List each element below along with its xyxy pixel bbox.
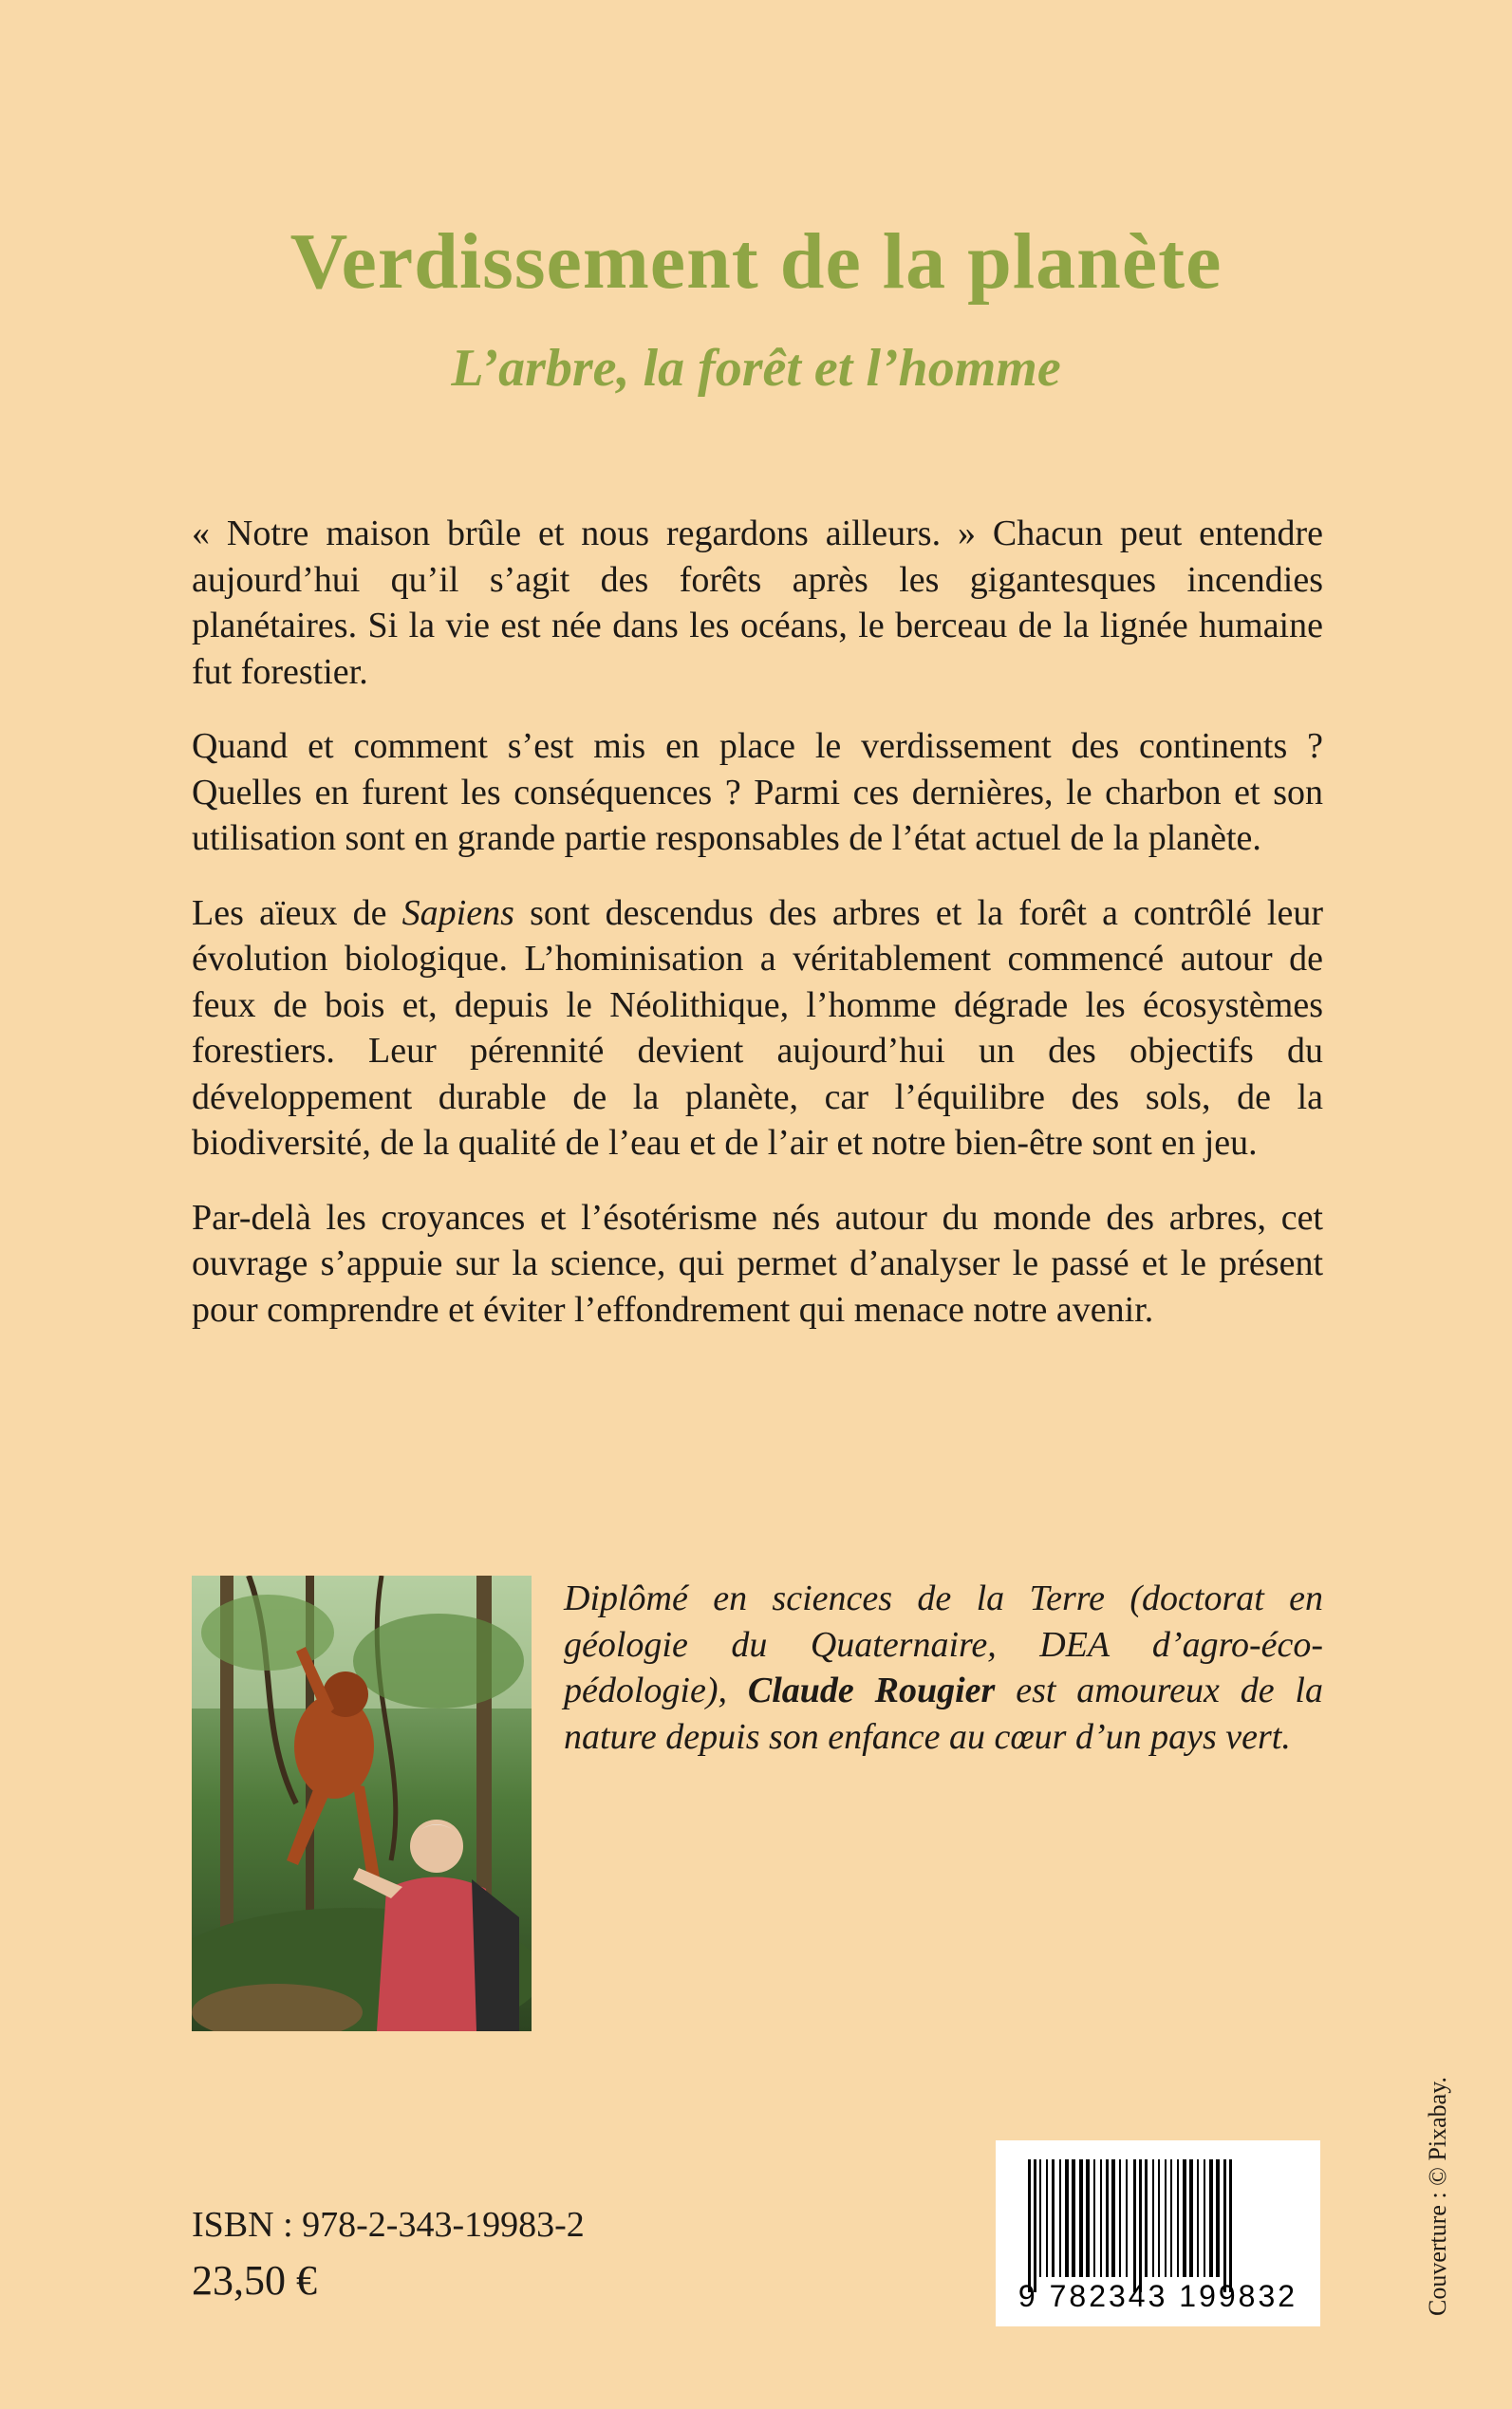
author-photo: [192, 1576, 532, 2031]
author-bio: [564, 1576, 1323, 1760]
isbn: ISBN : 978-2-343-19983-2: [192, 2205, 585, 2245]
barcode: [996, 2140, 1320, 2326]
bio-start: Diplômé en sciences de la Terre (doctorat en géologie du Quaternaire, DEA d’agro-éco-pédologie),: [564, 1578, 1323, 1710]
sapiens-italic: Sapiens: [401, 892, 514, 933]
author-name: Claude Rougier: [747, 1671, 996, 1710]
book-title: Verdissement de la planète: [289, 217, 1223, 306]
book-subtitle: L’arbre, la forêt et l’homme: [451, 339, 1061, 398]
blurb-paragraph-3: [192, 890, 1323, 1167]
bio-end: est amoureux de la nature depuis son enfance au cœur d’un pays vert.: [564, 1671, 1323, 1757]
blurb: [192, 511, 1323, 1361]
cover-credit: Couverture : © Pixabay.: [1424, 2076, 1451, 2316]
blurb-p3-end: sont descendus des arbres et la forêt a contrôlé leur évolution biologique. L’hominisation a véritablement commencé autour de feux de bois et, depuis le Néolithique, l’homme dégrade les écosystèmes forestiers. Leur pérennité devient aujourd’hui un des objectifs du développement durable de la planète, car l’équilibre des sols, de la biodiversité, de la qualité de l’eau et de l’air et notre bien-être sont en jeu.: [192, 892, 1323, 1163]
author-with-orangutan-photo-icon: [192, 1576, 532, 2031]
blurb-paragraph-1: « Notre maison brûle et nous regardons ailleurs. » Chacun peut entendre aujourd’hui qu’il s’agit des forêts après les gigantesques incendies planétaires. Si la vie est née dans les océans, le berceau de la lignée humaine fut forestier.: [192, 514, 1323, 692]
blurb-p3-start: Les aïeux de: [192, 892, 402, 933]
blurb-paragraph-4: Par-delà les croyances et l’ésotérisme nés autour du monde des arbres, cet ouvrage s’appuie sur la science, qui permet d’analyser le passé et le présent pour comprendre et éviter l’effondrement qui menace notre avenir.: [192, 1197, 1323, 1330]
price: 23,50 €: [192, 2257, 317, 2304]
barcode-digits: 9 782343 199832: [1017, 2279, 1298, 2313]
blurb-paragraph-2: Quand et comment s’est mis en place le verdissement des continents ? Quelles en furent les conséquences ? Parmi ces dernières, le charbon et son utilisation sont en grande partie responsables de l’état actuel de la planète.: [192, 726, 1323, 858]
